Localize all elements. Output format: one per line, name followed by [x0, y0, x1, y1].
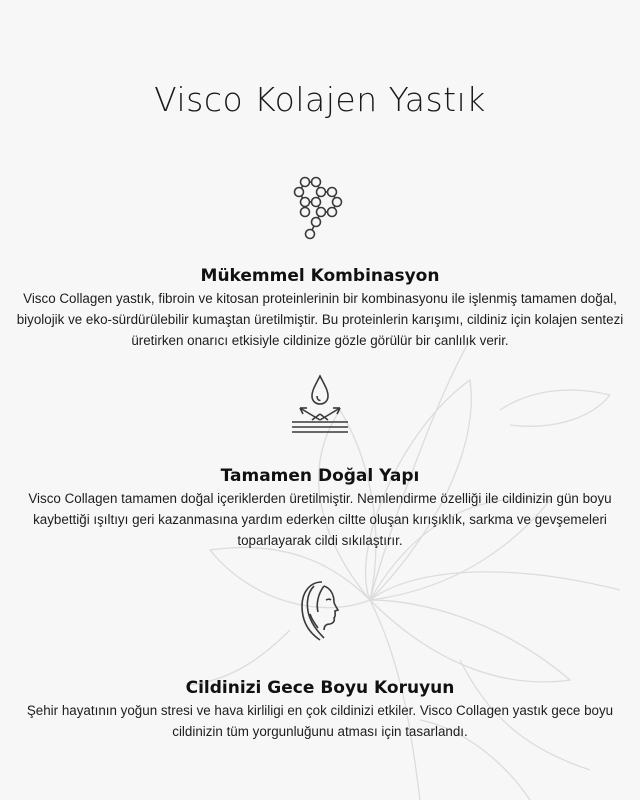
feature-heading: Cildinizi Gece Boyu Koruyun — [185, 678, 455, 698]
molecule-icon — [280, 172, 360, 244]
feature-text: Visco Collagen tamamen doğal içeriklerden üretilmiştir. Nemlendirme özelliği ile cildinizin gün boyu kaybettiği ışıltıyı geri kazanmasına yardım ederken ciltte oluşan kırışıklık, sarkma ve gevşemeleri toparlayarak cildi sıkılaştırır. — [28, 491, 612, 548]
woman-face-icon — [280, 578, 360, 650]
feature-text: Visco Collagen yastık, fibroin ve kitosan proteinlerinin bir kombinasyonu ile işlenmiş tamamen doğal, biyolojik ve eko-sürdürülebilir kumaştan üretilmiştir. Bu proteinlerin karışımı, cildiniz için kolajen sentezi üretirken onarıcı etkisiyle cildinize gözle görülür bir canlılık verir. — [16, 291, 624, 348]
feature-text: Şehir hayatının yoğun stresi ve hava kirliligi en çok cildinizi etkiler. Visco Collagen yastık gece boyu cildinizin tüm yorgunluğunu atması için tasarlandı. — [26, 703, 614, 739]
feature-section — [0, 578, 640, 742]
feature-section — [0, 172, 640, 351]
feature-heading: Tamamen Doğal Yapı — [220, 466, 420, 486]
feature-section — [0, 374, 640, 551]
feature-heading: Mükemmel Kombinasyon — [200, 266, 440, 286]
page-title: Visco Kolajen Yastık — [154, 80, 486, 119]
water-drop-fabric-icon — [280, 374, 360, 438]
